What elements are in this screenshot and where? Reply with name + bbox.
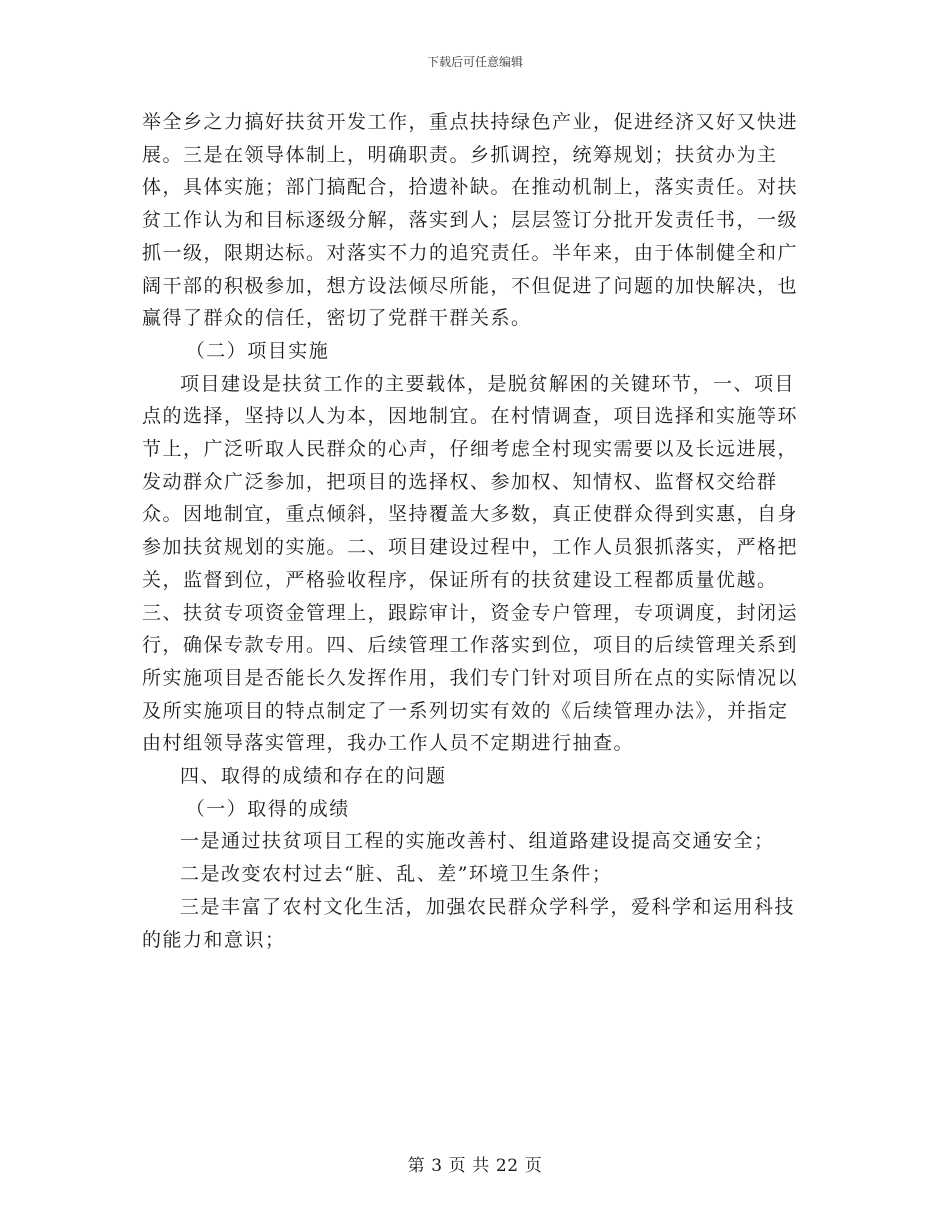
total-pages-number: 22: [495, 1156, 519, 1176]
subsection-heading-achievements: （一）取得的成绩: [185, 797, 350, 820]
section-heading-project-implementation: （二）项目实施: [185, 339, 330, 362]
footer-middle: 页 共: [448, 1156, 490, 1176]
paragraph-continuation: 举全乡之力搞好扶贫开发工作，重点扶持绿色产业，促进经济又好又快进展。三是在领导体制上，明确职责。乡抓调控，统筹规划；扶贫办为主体，具体实施；部门搞配合，拾遗补缺。在推动机制上，落实责任。对扶贫工作认为和目标逐级分解，落实到人；层层签订分批开发责任书，一级抓一级，限期达标。对落实不力的追究责任。半年来，由于体制健全和广阔干部的积极参加，想方设法倾尽所能，不但促进了问题的加快解决，也赢得了群众的信任，密切了党群干群关系。: [142, 111, 799, 330]
achievement-item-1: 一是通过扶贫项目工程的实施改善村、组道路建设提高交通安全；: [180, 830, 775, 853]
achievement-item-2: 二是改变农村过去“脏、乱、差”环境卫生条件；: [180, 863, 613, 886]
section-heading-achievements-and-problems: 四、取得的成绩和存在的问题: [180, 765, 447, 788]
footer-prefix: 第: [407, 1156, 426, 1176]
footer-suffix: 页: [524, 1156, 543, 1176]
current-page-number: 3: [431, 1156, 443, 1176]
document-body: [142, 106, 804, 956]
page-header: 下载后可任意编辑: [426, 55, 523, 69]
achievement-item-3: 三是丰富了农村文化生活，加强农民群众学科学，爱科学和运用科技的能力和意识；: [142, 895, 796, 951]
paragraph-project-construction: 项目建设是扶贫工作的主要载体，是脱贫解困的关键环节，一、项目点的选择，坚持以人为本，因地制宜。在村情调查，项目选择和实施等环节上，广泛听取人民群众的心声，仔细考虑全村现实需要以及长远进展，发动群众广泛参加，把项目的选择权、参加权、知情权、监督权交给群众。因地制宜，重点倾斜，坚持覆盖大多数，真正使群众得到实惠，自身参加扶贫规划的实施。二、项目建设过程中，工作人员狠抓落实，严格把关，监督到位，严格验收程序，保证所有的扶贫建设工程都质量优越。三、扶贫专项资金管理上，跟踪审计，资金专户管理，专项调度，封闭运行，确保专款专用。四、后续管理工作落实到位，项目的后续管理关系到所实施项目是否能长久发挥作用，我们专门针对项目所在点的实际情况以及所实施项目的特点制定了一系列切实有效的《后续管理办法》，并指定由村组领导落实管理，我办工作人员不定期进行抽查。: [142, 372, 799, 755]
page-footer: [0, 1155, 950, 1177]
